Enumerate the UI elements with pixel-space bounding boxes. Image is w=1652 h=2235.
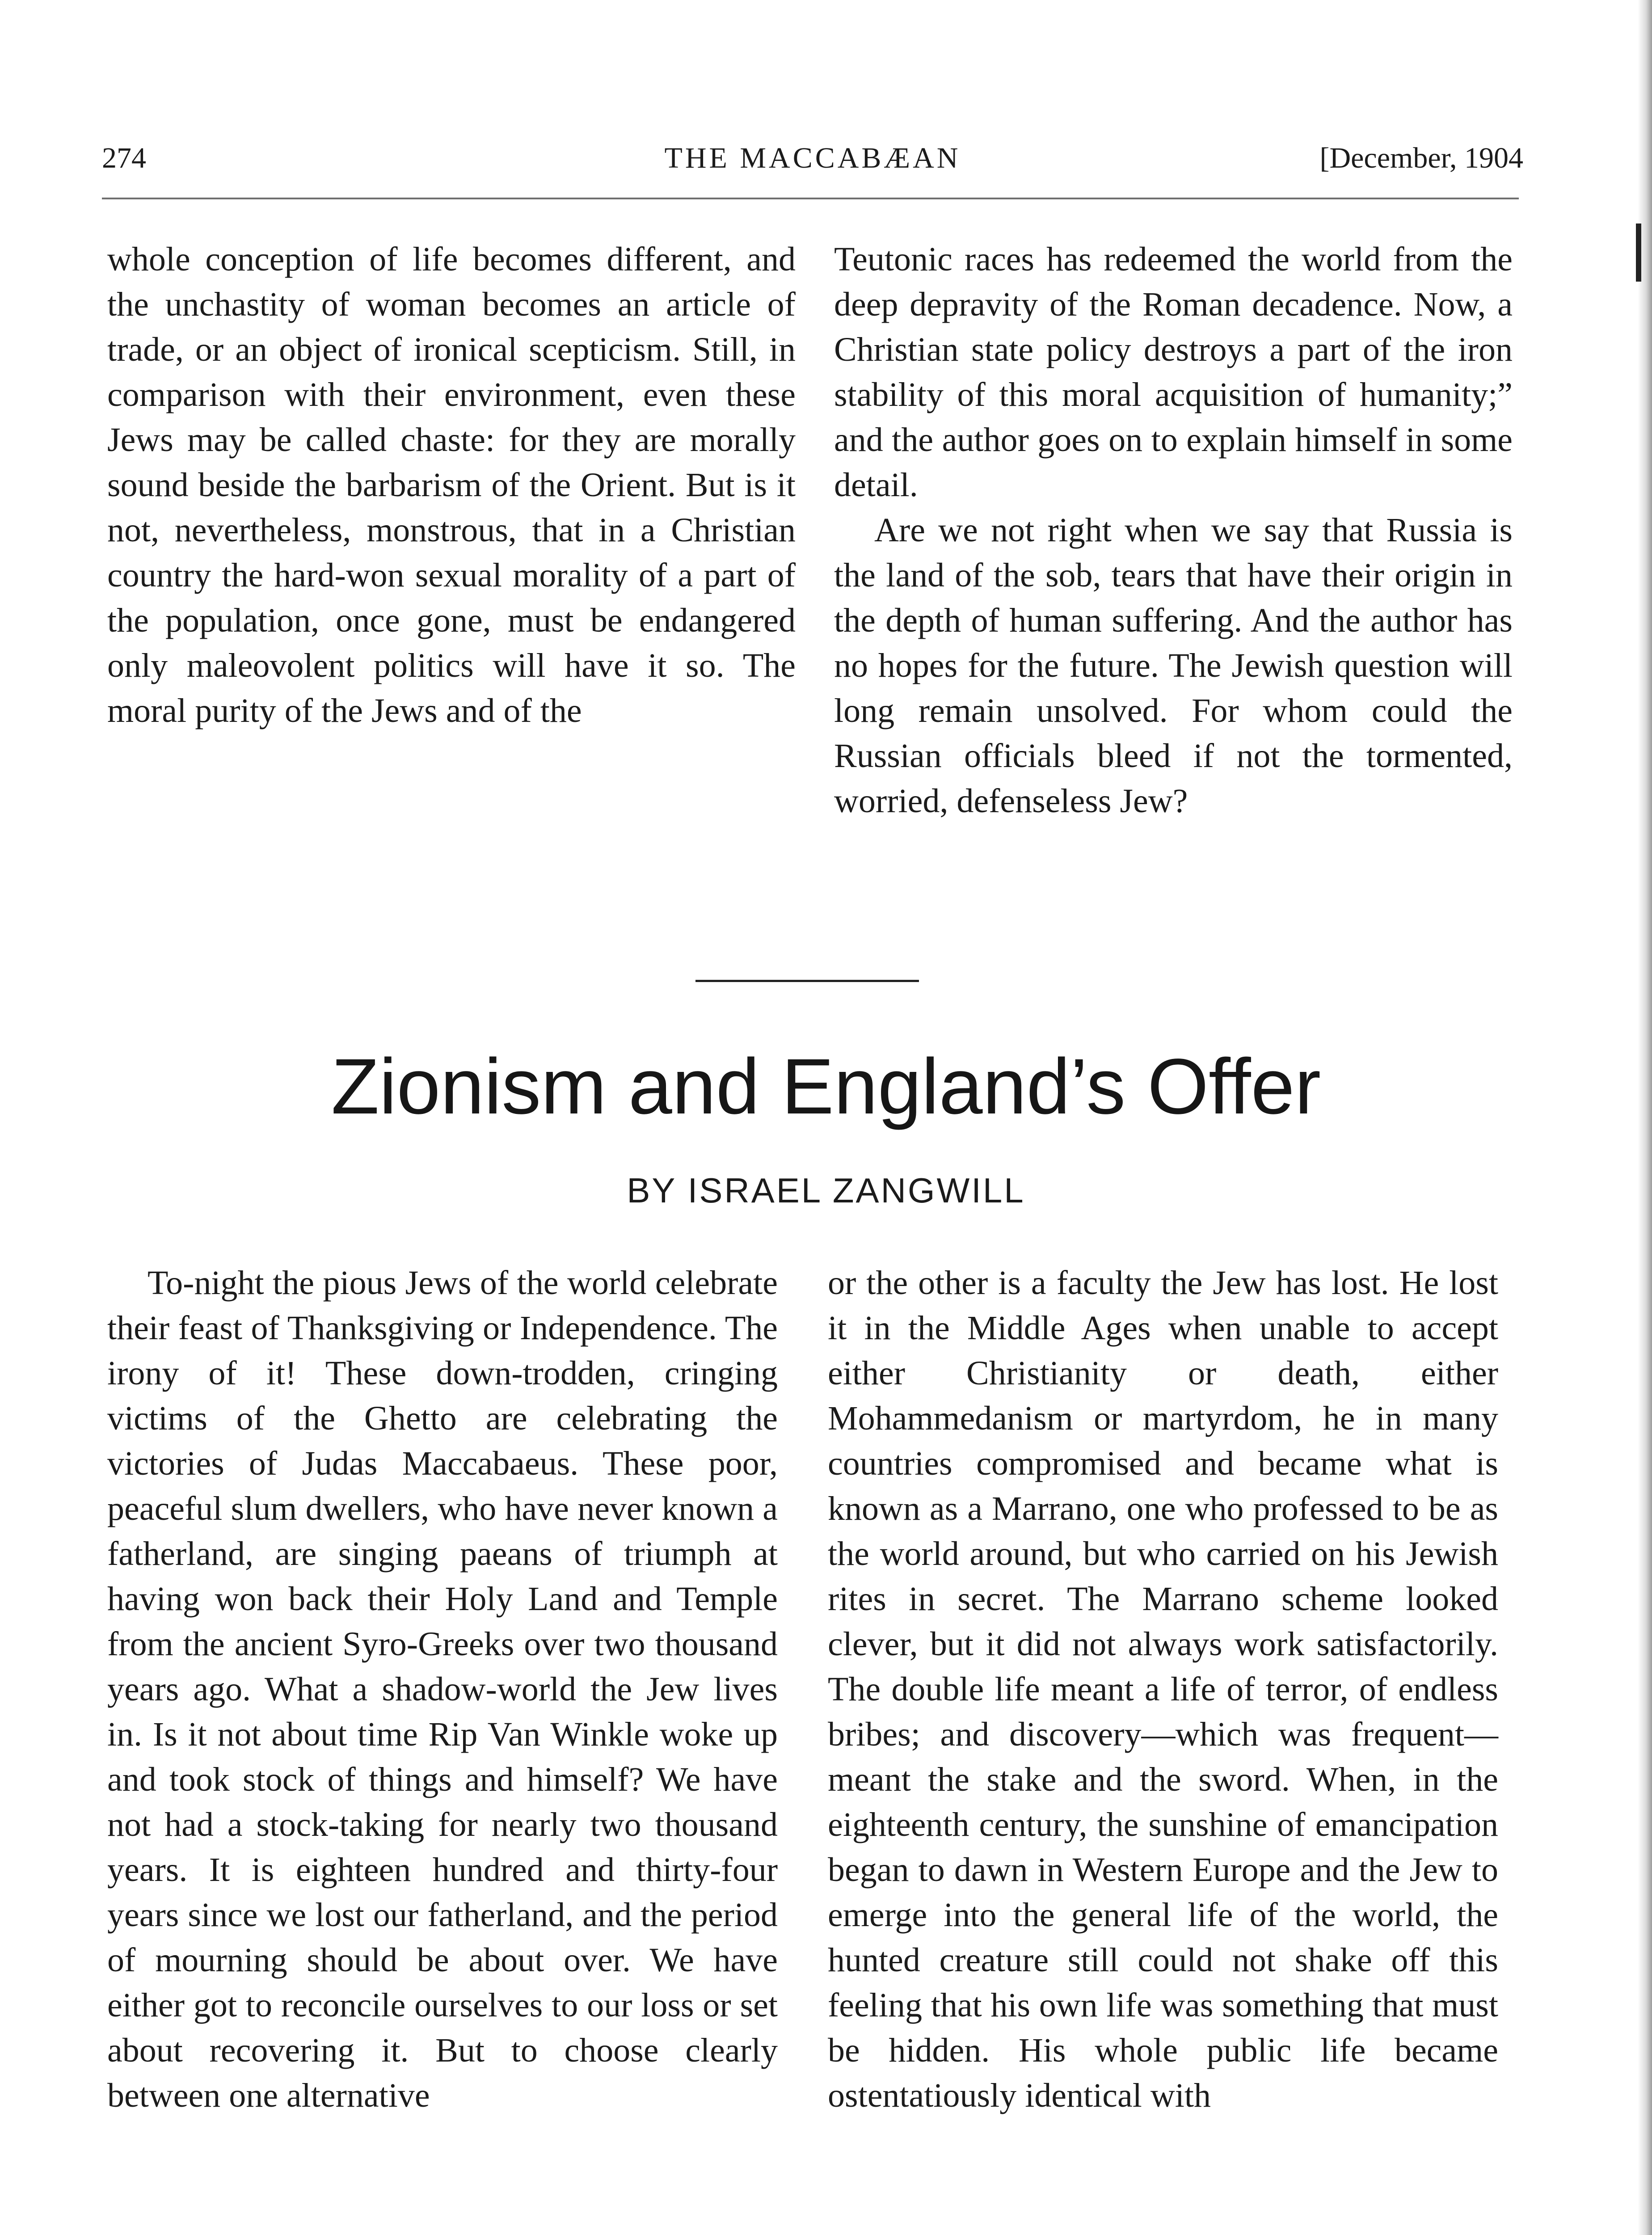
preceding-article-left-column [107,237,796,734]
page-number: 274 [102,142,146,174]
article-right-column [828,1261,1498,2118]
preceding-article-right-column [834,237,1513,824]
preceding-left-paragraph-1: whole conception of life becomes different, and the unchastity of woman becomes an article of trade, or an object of ironical scepticism. Still, in comparison with their environment, even these Jews may be called chaste: for they are morally sound beside the barbarism of the Orient. But is it not, nevertheless, monstrous, that in a Christian country the hard-won sexual morality of a part of the population, once gone, must be endangered only maleovolent politics will have it so. The moral purity of the Jews and of the [107,240,796,730]
journal-title: THE MACCABÆAN [664,142,961,174]
article-left-paragraph-1: To-night the pious Jews of the world celebrate their feast of Thanksgiving or Independence. The irony of it! These down-trodden, cringing victims of the Ghetto are celebrating the victories of Judas Maccabaeus. These poor, peaceful slum dwellers, who have never known a fatherland, are singing paeans of triumph at having won back their Holy Land and Temple from the ancient Syro-Greeks over two thousand years ago. What a shadow-world the Jew lives in. Is it not about time Rip Van Winkle woke up and took stock of things and himself? We have not had a stock-taking for nearly two thousand years. It is eighteen hundred and thirty-four years since we lost our fatherland, and the period of mourning should be about over. We have either got to reconcile ourselves to our loss or set about recovering it. But to choose clearly between one alternative [107,1264,778,2114]
scan-page-edge [1638,0,1652,2235]
issue-date: [December, 1904 [1319,142,1523,174]
article-separator-rule [695,980,919,982]
article-left-column [107,1261,778,2118]
article-right-paragraph-1: or the other is a faculty the Jew has lost. He lost it in the Middle Ages when unable to accept either Christianity or death, either Mohammedanism or martyrdom, he in many countries compromised and became what is known as a Marrano, one who professed to be as the world around, but who carried on his Jewish rites in secret. The Marrano scheme looked clever, but it did not always work satisfactorily. The double life meant a life of terror, of endless bribes; and discovery—which was frequent—meant the stake and the sword. When, in the eighteenth century, the sunshine of emancipation began to dawn in Western Europe and the Jew to emerge into the general life of the world, the hunted creature still could not shake off this feeling that his own life was something that must be hidden. His whole public life became ostentatiously identical with [828,1264,1498,2114]
preceding-right-paragraph-2: Are we not right when we say that Russia is the land of the sob, tears that have their origin in the depth of human suffering. And the author has no hopes for the future. The Jewish question will long remain unsolved. For whom could the Russian officials bleed if not the tormented, worried, defenseless Jew? [834,511,1513,820]
header-rule [102,198,1519,199]
article-title: Zionism and England’s Offer [331,1043,1321,1130]
scan-edge-mark [1636,224,1641,282]
running-header [102,141,1523,186]
article-byline: BY ISRAEL ZANGWILL [627,1171,1025,1210]
preceding-right-paragraph-1: Teutonic races has redeemed the world from the deep depravity of the Roman decadence. Now, a Christian state policy destroys a part of the iron stability of this moral acquisition of humanity;” and the author goes on to explain himself in some detail. [834,240,1513,504]
